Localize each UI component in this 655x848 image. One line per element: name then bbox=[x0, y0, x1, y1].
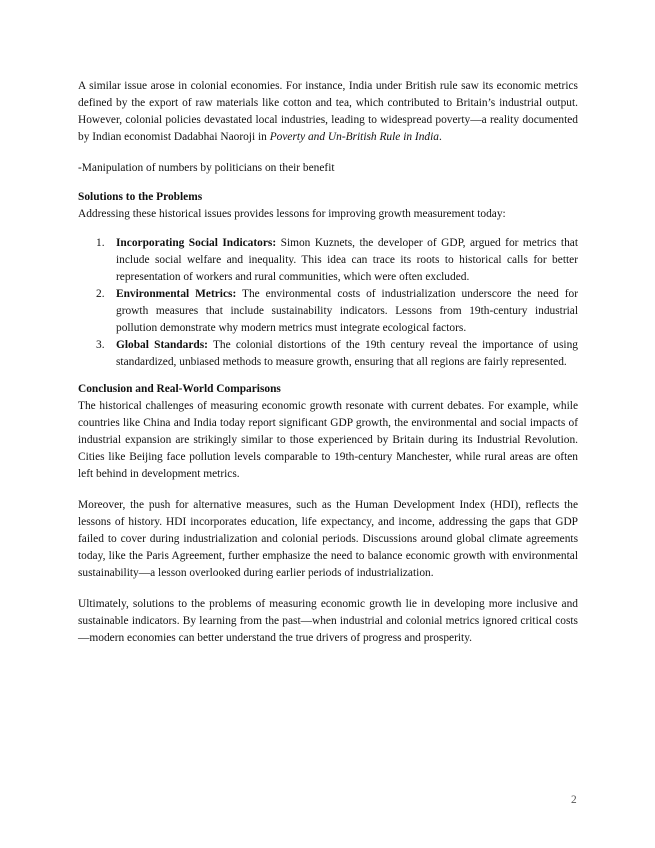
list-number: 1. bbox=[96, 237, 105, 249]
solutions-heading: Solutions to the Problems bbox=[78, 191, 203, 203]
conclusion-paragraph-3: Ultimately, solutions to the problems of measuring economic growth lie in developing more inclusive and sustainable indicators. By learning from the past—when industrial and colonial metrics ignored critical costs—modern economies can better understand the true drivers of progress and prosperity. bbox=[78, 598, 578, 644]
list-item-title: Global Standards: bbox=[116, 339, 208, 351]
intro-text: A similar issue arose in colonial economies. For instance, India under British rule saw its economic metrics defined by the export of raw materials like cotton and tea, which contributed to Britain’s industrial output. However, colonial policies devastated local industries, leading to widespread poverty—a reality documented by Indian economist Dadabhai Naoroji in bbox=[78, 80, 578, 143]
page-number: 2 bbox=[571, 794, 577, 806]
intro-end: . bbox=[438, 131, 442, 143]
solutions-intro: Addressing these historical issues provides lessons for improving growth measurement today: bbox=[78, 208, 506, 220]
conclusion-heading: Conclusion and Real-World Comparisons bbox=[78, 383, 281, 395]
list-item-text: The colonial distortions of the 19th century reveal the importance of using standardized, unbiased methods to measure growth, ensuring that all regions are fairly represented. bbox=[116, 339, 578, 368]
list-item bbox=[78, 286, 578, 337]
book-title: Poverty and Un-British Rule in India bbox=[269, 131, 439, 143]
list-number: 2. bbox=[96, 288, 105, 300]
solutions-list bbox=[78, 235, 578, 371]
list-item-title: Environmental Metrics: bbox=[116, 288, 237, 300]
conclusion-paragraph-2: Moreover, the push for alternative measures, such as the Human Development Index (HDI), reflects the lessons of history. HDI incorporates education, life expectancy, and income, addressing the gaps that GDP failed to cover during industrialization and colonial periods. Discussions around global climate agreements today, like the Paris Agreement, further emphasize the need to balance economic growth with environmental sustainability—a lesson overlooked during earlier periods of industrialization. bbox=[78, 499, 578, 579]
politicians-note: -Manipulation of numbers by politicians on their benefit bbox=[78, 162, 335, 174]
conclusion-paragraph-1: The historical challenges of measuring economic growth resonate with current debates. For example, while countries like China and India today report significant GDP growth, the environmental and social impacts of industrial expansion are strikingly similar to those experienced by Britain during its Industrial Revolution. Cities like Beijing face pollution levels comparable to 19th-century Manchester, while rural areas are often left behind in development metrics. bbox=[78, 400, 578, 480]
list-item-text: The environmental costs of industrialization underscore the need for growth measures that include sustainability indicators. Lessons from 19th-century industrial pollution demonstrate why modern metrics must integrate ecological factors. bbox=[116, 288, 578, 334]
list-item-text: Simon Kuznets, the developer of GDP, argued for metrics that include social welfare and inequality. This idea can trace its roots to historical calls for better representation of workers and rural communities, which were often excluded. bbox=[116, 237, 578, 283]
list-item bbox=[78, 235, 578, 286]
intro-paragraph bbox=[78, 78, 578, 146]
list-item-title: Incorporating Social Indicators: bbox=[116, 237, 277, 249]
list-item bbox=[78, 337, 578, 371]
list-number: 3. bbox=[96, 339, 105, 351]
document-page bbox=[78, 78, 578, 647]
